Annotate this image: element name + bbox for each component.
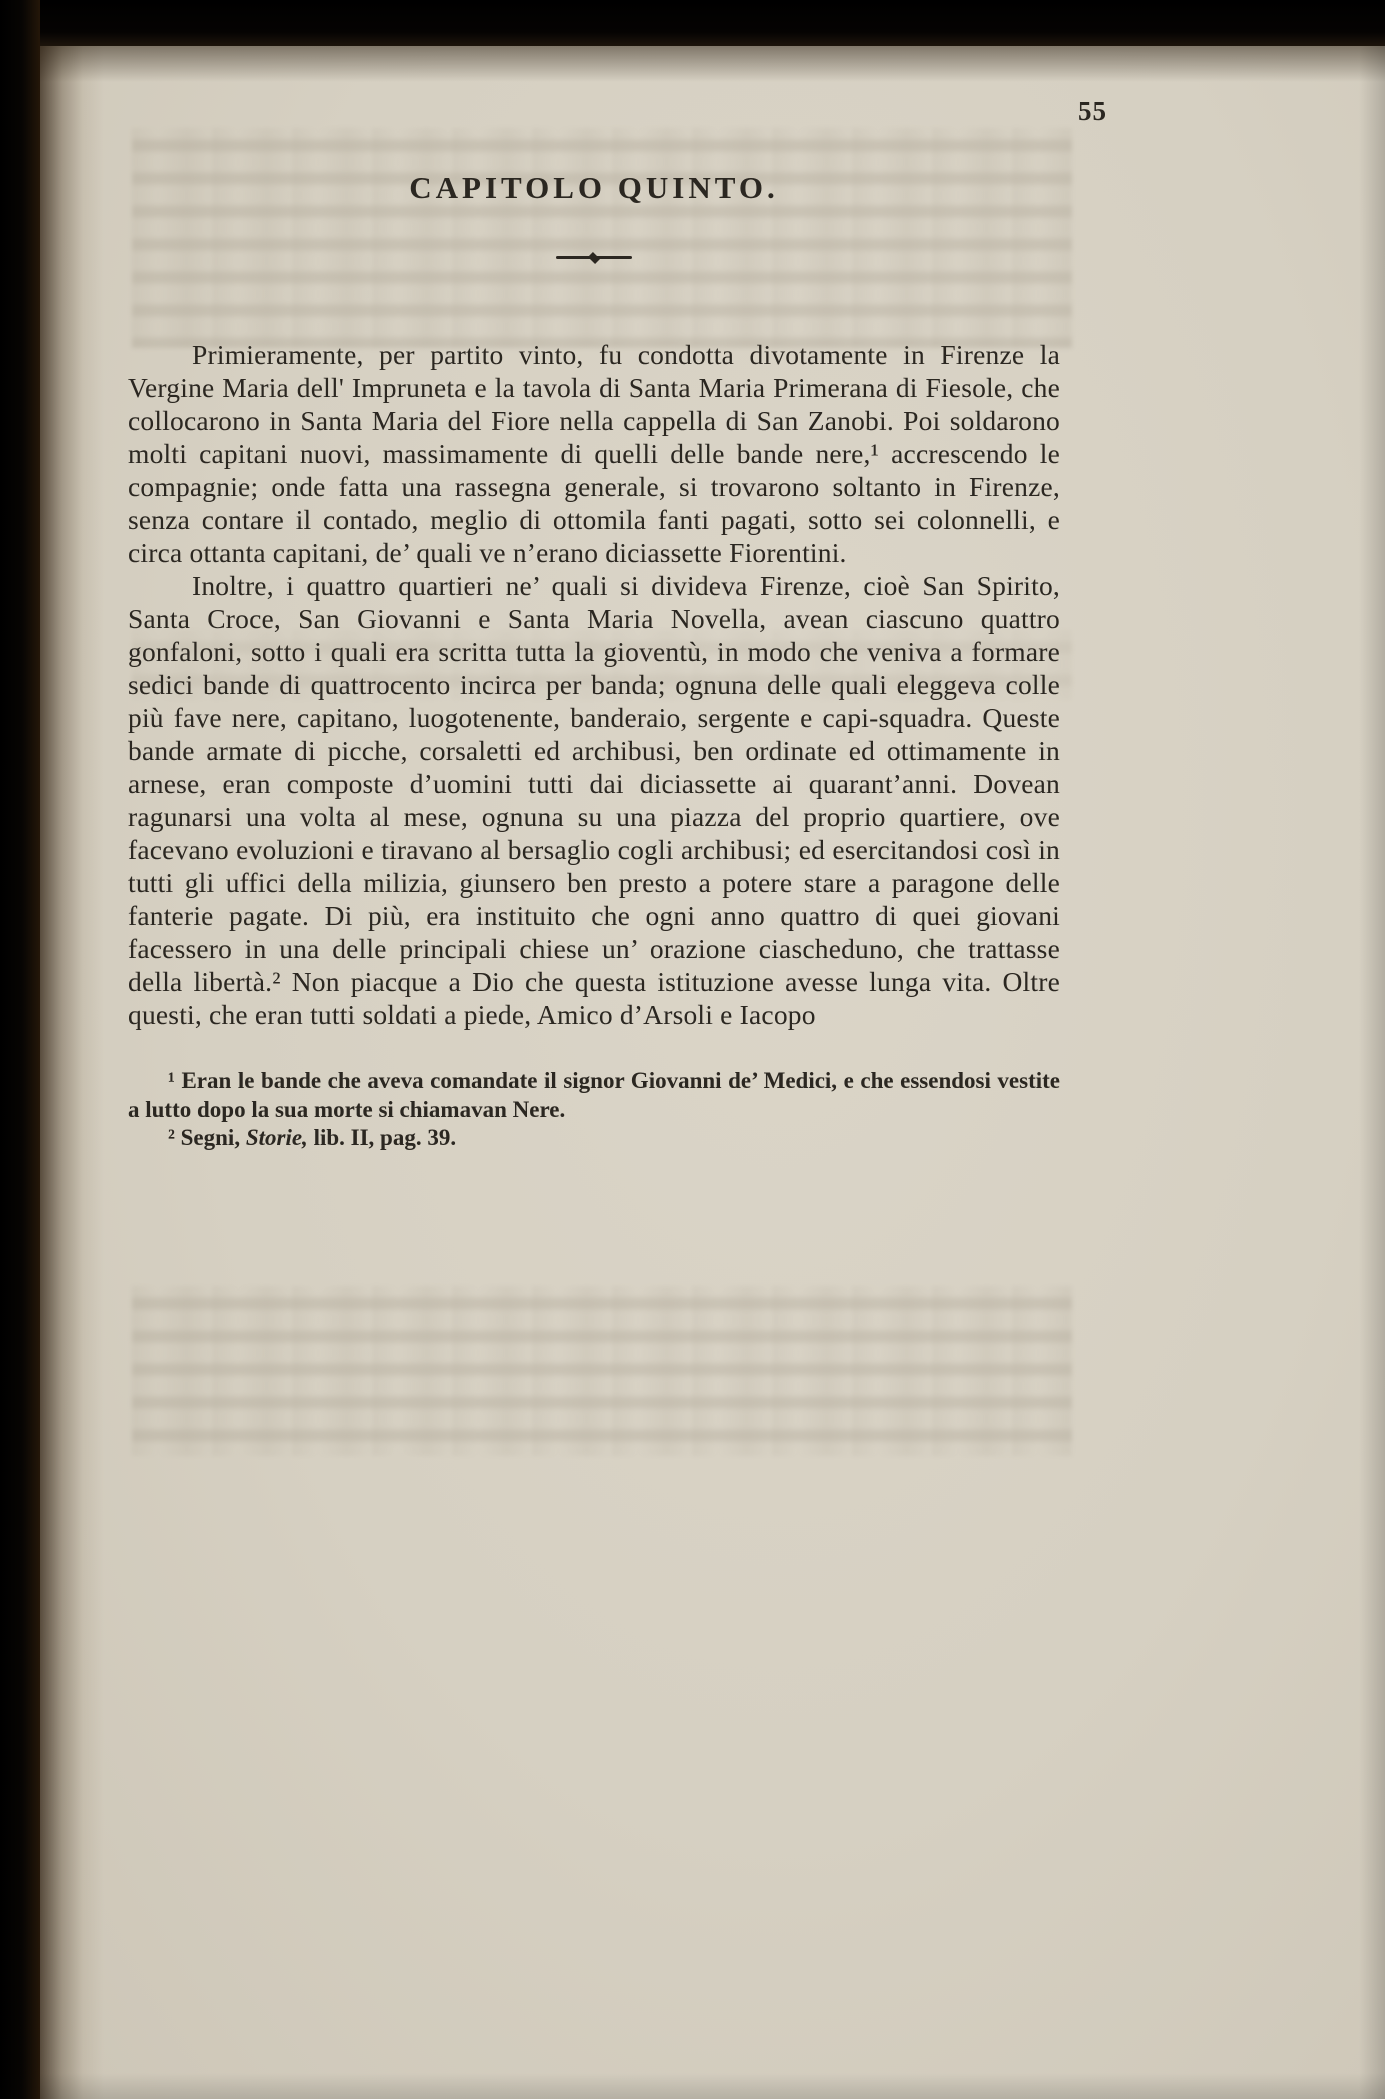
body-paragraph: Inoltre, i quattro quartieri ne’ quali si divideva Firenze, cioè San Spirito, Santa Croce, San Giovanni e Santa Maria Novella, avean ciascuno quattro gonfaloni, sotto i quali era scritta tutta la gioventù, in modo che veniva a formare sedici bande di quattrocento incirca per banda; ognuna delle quali eleggeva colle più fave nere, capitano, luogotenente, banderaio, sergente e capi-squadra. Queste bande armate di picche, corsaletti ed archibusi, ben ordinate ed ottimamente in arnese, eran composte d’uomini tutti dai diciassette ai quarant’anni. Dovean ragunarsi una volta al mese, ognuna su una piazza del proprio quartiere, ove facevano evoluzioni e tiravano al bersaglio cogli archibusi; ed esercitandosi così in tutti gli uffici della milizia, giunsero ben presto a potere stare a paragone delle fanterie pagate. Di più, era instituito che ogni anno quattro di quei giovani facessero in una delle principali chiese un’ orazione ciascheduno, che trattasse della libertà.² Non piacque a Dio che questa istituzione avesse lunga vita. Oltre questi, che eran tutti soldati a piede, Amico d’Arsoli e Iacopo bbox=[128, 570, 1060, 1030]
body-paragraph: Primieramente, per partito vinto, fu condotta divotamente in Firenze la Vergine Maria dell' Impruneta e la tavola di Santa Maria Primerana di Fiesole, che collocarono in Santa Maria del Fiore nella cappella di San Zanobi. Poi soldarono molti capitani nuovi, massimamente di quelli delle bande nere,¹ accrescendo le compagnie; onde fatta una rassegna generale, si trovarono soltanto in Firenze, senza contare il contado, meglio di ottomila fanti pagati, sotto sei colonnelli, e circa ottanta capitani, de’ quali ve n’erano diciassette Fiorentini. bbox=[128, 339, 1060, 568]
scan-edge-top bbox=[0, 0, 1385, 46]
footnote-work-title: Storie, bbox=[245, 1125, 308, 1150]
binding-shadow-left bbox=[34, 42, 104, 2099]
chapter-title: CAPITOLO QUINTO. bbox=[409, 170, 779, 205]
ornament-divider bbox=[128, 250, 1060, 259]
page-edge-shadow-bottom bbox=[34, 2073, 1385, 2099]
divider-rule-icon bbox=[556, 256, 632, 259]
footnote: ¹ Eran le bande che aveva comandate il signor Giovanni de’ Medici, e che essendosi vestite a lutto dopo la sua morte si chiamavan Nere. bbox=[128, 1068, 1060, 1122]
scan-edge-left bbox=[0, 0, 40, 2099]
page-number: 55 bbox=[1078, 96, 1107, 126]
footnote-text: ² Segni, bbox=[168, 1125, 246, 1150]
page-content bbox=[128, 338, 1060, 1153]
footnote-text: lib. II, pag. 39. bbox=[307, 1125, 457, 1150]
binding-shadow-top bbox=[34, 42, 1385, 82]
page-edge-shadow-right bbox=[1359, 42, 1385, 2099]
body-text bbox=[128, 338, 1060, 1031]
footnotes bbox=[128, 1067, 1060, 1153]
footnote bbox=[128, 1124, 1060, 1153]
